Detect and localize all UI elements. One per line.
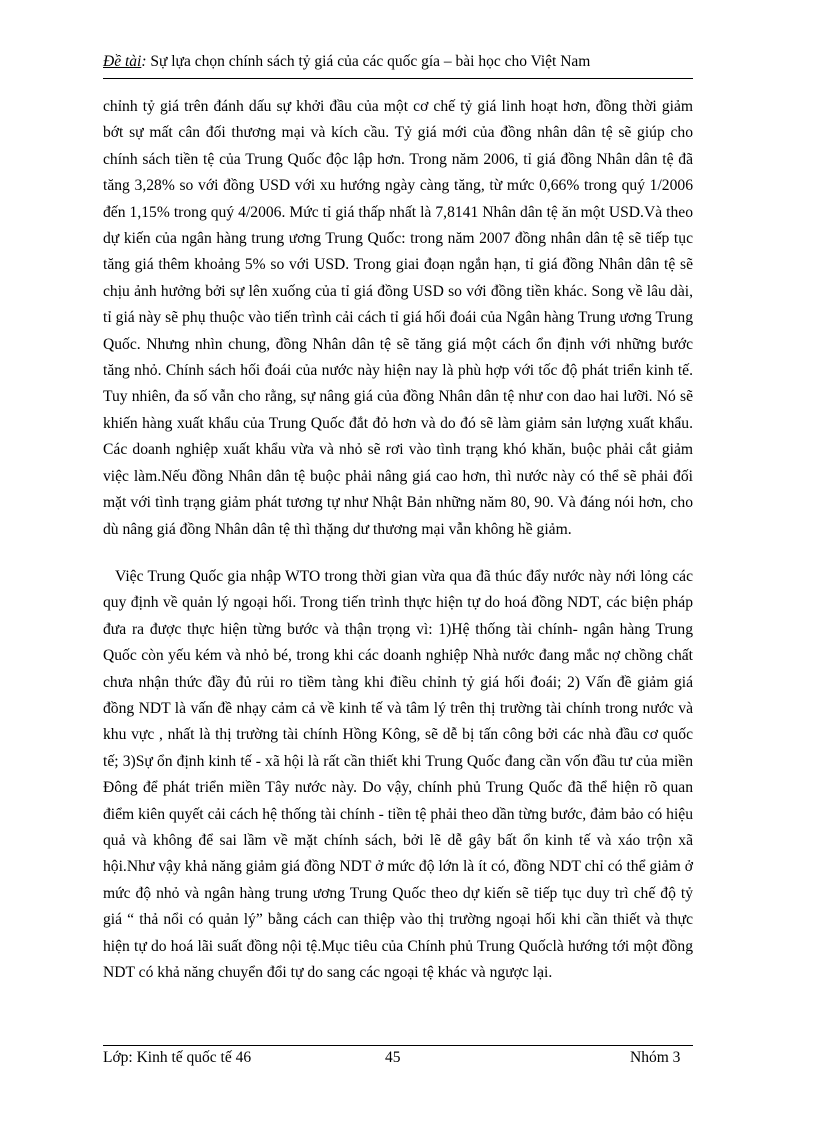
footer-class-label: Lớp: Kinh tế quốc tế 46 — [103, 1049, 252, 1066]
page-header: Đề tài: Sự lựa chọn chính sách tỷ giá của các quốc gía – bài học cho Việt Nam — [103, 53, 591, 70]
document-body — [103, 94, 693, 986]
footer-rule — [103, 1045, 693, 1046]
header-title: Sự lựa chọn chính sách tỷ giá của các quốc gía – bài học cho Việt Nam — [150, 53, 591, 70]
footer-page-number: 45 — [385, 1049, 401, 1066]
footer-group-label: Nhóm 3 — [630, 1049, 681, 1066]
header-rule — [103, 78, 693, 79]
header-topic-label: Đề tài — [103, 53, 142, 70]
body-paragraph-2: Việc Trung Quốc gia nhập WTO trong thời gian vừa qua đã thúc đẩy nước này nới lỏng các quy định về quản lý ngoại hối. Trong tiến trình thực hiện tự do hoá đồng NDT, các biện pháp đưa ra được thực hiện từng bước và thận trọng vì: 1)Hệ thống tài chính- ngân hàng Trung Quốc còn yếu kém và nhỏ bé, trong khi các doanh nghiệp Nhà nước đang mắc nợ chồng chất chưa nhận thức đầy đủ rủi ro tiềm tàng khi điều chỉnh tỷ giá hối đoái; 2) Vấn đề giảm giá đồng NDT là vấn đề nhạy cảm cả về kinh tế và tâm lý trên thị trường tài chính trong nước và khu vực , nhất là thị trường tài chính Hồng Kông, sẽ dễ bị tấn công bởi các nhà đầu cơ quốc tế; 3)Sự ổn định kinh tế - xã hội là rất cần thiết khi Trung Quốc đang cần vốn đầu tư của miền Đông để phát triển miền Tây nước này. Do vậy, chính phủ Trung Quốc đã thể hiện rõ quan điểm kiên quyết cải cách hệ thống tài chính - tiền tệ phải theo dần từng bước, đảm bảo có hiệu quả và không để sai lầm về mặt chính sách, bởi lẽ dễ gây bất ổn kinh tế và xáo trộn xã hội.Như vậy khả năng giảm giá đồng NDT ở mức độ lớn là ít có, đồng NDT chỉ có thể giảm ở mức độ nhỏ và ngân hàng trung ương Trung Quốc theo dự kiến sẽ tiếp tục duy trì chế độ tỷ giá “ thả nổi có quản lý” bằng cách can thiệp vào thị trường ngoại hối khi cần thiết và thực hiện tự do hoá lãi suất đồng nội tệ.Mục tiêu của Chính phủ Trung Quốclà hướng tới một đồng NDT có khả năng chuyển đổi tự do sang các ngoại tệ khác và ngược lại. — [103, 567, 693, 981]
body-paragraph-1: chỉnh tỷ giá trên đánh dấu sự khởi đầu của một cơ chế tỷ giá linh hoạt hơn, đồng thời giảm bớt sự mất cân đối thương mại và kích cầu. Tỷ giá mới của đồng nhân dân tệ sẽ giúp cho chính sách tiền tệ của Trung Quốc độc lập hơn. Trong năm 2006, tỉ giá đồng Nhân dân tệ đã tăng 3,28% so với đồng USD với xu hướng ngày càng tăng, từ mức 0,66% trong quý 1/2006 đến 1,15% trong quý 4/2006. Mức tỉ giá thấp nhất là 7,8141 Nhân dân tệ ăn một USD.Và theo dự kiến của ngân hàng trung ương Trung Quốc: trong năm 2007 đồng nhân dân tệ sẽ tiếp tục tăng giá thêm khoảng 5% so với USD. Trong giai đoạn ngắn hạn, tỉ giá đồng Nhân dân tệ sẽ chịu ảnh hưởng bởi sự lên xuống của tỉ giá đồng USD so với đồng tiền khác. Song về lâu dài, tỉ giá này sẽ phụ thuộc vào tiến trình cải cách tỉ giá hối đoái của Ngân hàng Trung ương Trung Quốc. Nhưng nhìn chung, đồng Nhân dân tệ sẽ tăng giá một cách ổn định với những bước tăng nhỏ. Chính sách hối đoái của nước này hiện nay là phù hợp với tốc độ phát triển kinh tế. Tuy nhiên, đa số vẫn cho rằng, sự nâng giá của đồng Nhân dân tệ như con dao hai lưỡi. Nó sẽ khiến hàng xuất khẩu của Trung Quốc đắt đỏ hơn và do đó sẽ làm giảm sản lượng xuất khẩu. Các doanh nghiệp xuất khẩu vừa và nhỏ sẽ rơi vào tình trạng khó khăn, buộc phải cắt giảm việc làm.Nếu đồng Nhân dân tệ buộc phải nâng giá cao hơn, thì nước này có thể sẽ phải đối mặt với tình trạng giảm phát tương tự như Nhật Bản những năm 80, 90. Và đáng nói hơn, cho dù nâng giá đồng Nhân dân tệ thì thặng dư thương mại vẫn không hề giảm. — [103, 98, 693, 538]
